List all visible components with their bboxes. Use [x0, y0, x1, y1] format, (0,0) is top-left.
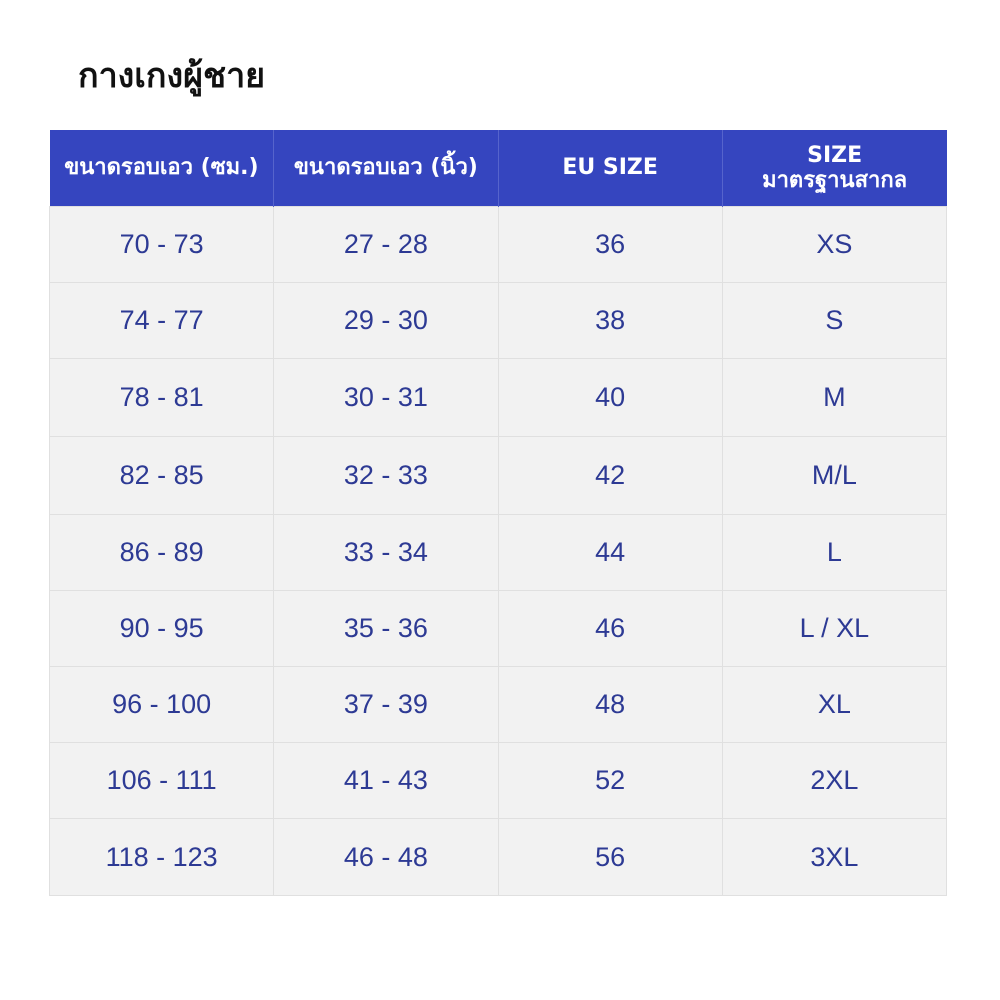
table-row — [50, 207, 947, 283]
cell-international-size: S — [722, 283, 946, 359]
cell-waist-cm: 96 - 100 — [50, 667, 274, 743]
cell-eu-size: 48 — [498, 667, 722, 743]
cell-waist-cm: 86 - 89 — [50, 515, 274, 591]
cell-waist-inch: 37 - 39 — [274, 667, 498, 743]
cell-waist-cm: 78 - 81 — [50, 359, 274, 437]
table-row — [50, 283, 947, 359]
cell-international-size: 2XL — [722, 743, 946, 819]
cell-waist-inch: 35 - 36 — [274, 591, 498, 667]
cell-international-size: 3XL — [722, 819, 946, 896]
cell-waist-inch: 29 - 30 — [274, 283, 498, 359]
table-row — [50, 515, 947, 591]
cell-eu-size: 42 — [498, 437, 722, 515]
table-row — [50, 591, 947, 667]
cell-international-size: L — [722, 515, 946, 591]
table-row — [50, 667, 947, 743]
page-title: กางเกงผู้ชาย — [78, 56, 266, 96]
cell-international-size: M — [722, 359, 946, 437]
cell-eu-size: 44 — [498, 515, 722, 591]
header-eu-size — [498, 130, 722, 207]
header-label: ขนาดรอบเอว (ซม.) — [64, 155, 259, 181]
table-row — [50, 819, 947, 896]
header-waist-inch — [274, 130, 498, 207]
header-label: EU SIZE — [562, 155, 658, 181]
header-label: SIZE — [807, 142, 863, 168]
header-sublabel: มาตรฐานสากล — [762, 168, 908, 193]
cell-international-size: M/L — [722, 437, 946, 515]
table-row — [50, 743, 947, 819]
cell-waist-inch: 33 - 34 — [274, 515, 498, 591]
header-label: ขนาดรอบเอว (นิ้ว) — [293, 155, 478, 181]
cell-waist-inch: 46 - 48 — [274, 819, 498, 896]
cell-waist-inch: 30 - 31 — [274, 359, 498, 437]
cell-waist-cm: 82 - 85 — [50, 437, 274, 515]
cell-waist-cm: 90 - 95 — [50, 591, 274, 667]
cell-eu-size: 46 — [498, 591, 722, 667]
header-waist-cm — [50, 130, 274, 207]
cell-eu-size: 56 — [498, 819, 722, 896]
cell-waist-inch: 41 - 43 — [274, 743, 498, 819]
table-row — [50, 437, 947, 515]
cell-waist-cm: 74 - 77 — [50, 283, 274, 359]
cell-eu-size: 36 — [498, 207, 722, 283]
cell-eu-size: 52 — [498, 743, 722, 819]
cell-eu-size: 40 — [498, 359, 722, 437]
cell-eu-size: 38 — [498, 283, 722, 359]
cell-waist-cm: 118 - 123 — [50, 819, 274, 896]
size-chart-table — [49, 130, 947, 896]
cell-waist-inch: 32 - 33 — [274, 437, 498, 515]
cell-international-size: XL — [722, 667, 946, 743]
cell-waist-cm: 106 - 111 — [50, 743, 274, 819]
cell-waist-inch: 27 - 28 — [274, 207, 498, 283]
table-header-row — [50, 130, 947, 207]
table-row — [50, 359, 947, 437]
cell-international-size: L / XL — [722, 591, 946, 667]
cell-waist-cm: 70 - 73 — [50, 207, 274, 283]
header-international-size — [722, 130, 946, 207]
cell-international-size: XS — [722, 207, 946, 283]
